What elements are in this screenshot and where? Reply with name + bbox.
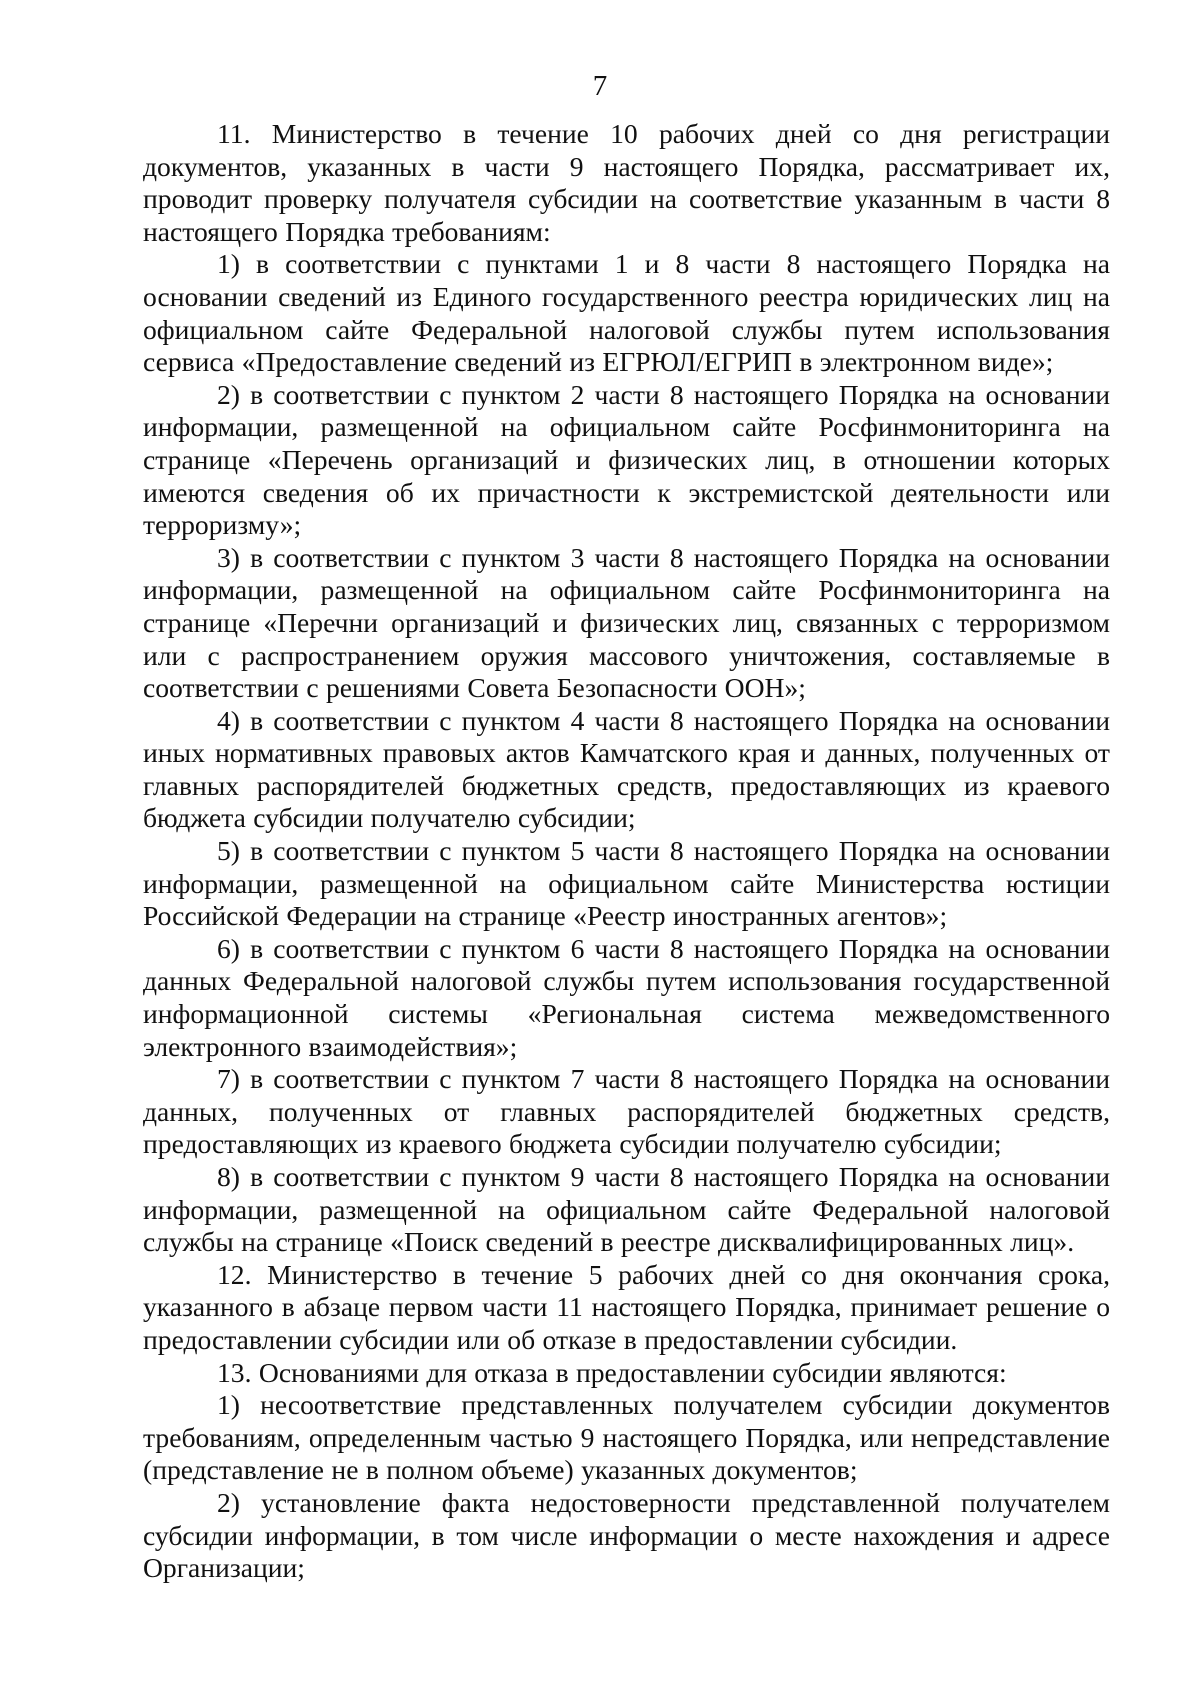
page-number: 7 bbox=[592, 70, 608, 102]
paragraph-11-item-8: 8) в соответствии с пунктом 9 части 8 настоящего Порядка на основании информации, размещенной на официальном сайте Федеральной налоговой службы на странице «Поиск сведений в реестре дисквалифицированных лиц». bbox=[143, 1161, 1110, 1258]
paragraph-12: 12. Министерство в течение 5 рабочих дней со дня окончания срока, указанного в абзаце первом части 11 настоящего Порядка, принимает решение о предоставлении субсидии или об отказе в предоставлении субсидии. bbox=[143, 1258, 1110, 1355]
paragraph-13-item-2: 2) установление факта недостоверности представленной получателем субсидии информации, в том числе информации о месте нахождения и адресе Организации; bbox=[143, 1486, 1110, 1584]
paragraph-13-item-1: 1) несоответствие представленных получателем субсидии документов требованиям, определенным частью 9 настоящего Порядка, или непредставление (представление не в полном объеме) указанных документов; bbox=[143, 1389, 1110, 1486]
paragraph-11-item-6: 6) в соответствии с пунктом 6 части 8 настоящего Порядка на основании данных Федеральной налоговой службы путем использования государственной информационной системы «Региональная система межведомственного электронного взаимодействия»; bbox=[143, 932, 1110, 1062]
paragraph-11-item-2: 2) в соответствии с пунктом 2 части 8 настоящего Порядка на основании информации, размещенной на официальном сайте Росфинмониторинга на странице «Перечень организаций и физических лиц, в отношении которых имеются сведения об их причастности к экстремистской деятельности или терроризму»; bbox=[143, 378, 1110, 541]
paragraph-11-item-1: 1) в соответствии с пунктами 1 и 8 части 8 настоящего Порядка на основании сведений из Единого государственного реестра юридических лиц на официальном сайте Федеральной налоговой службы путем использования сервиса «Предоставление сведений из ЕГРЮЛ/ЕГРИП в электронном виде»; bbox=[143, 248, 1110, 378]
paragraph-11-item-3: 3) в соответствии с пунктом 3 части 8 настоящего Порядка на основании информации, размещенной на официальном сайте Росфинмониторинга на странице «Перечни организаций и физических лиц, связанных с терроризмом или с распространением оружия массового уничтожения, составляемые в соответствии с решениями Совета Безопасности ООН»; bbox=[143, 541, 1110, 704]
paragraph-13: 13. Основаниями для отказа в предоставлении субсидии являются: bbox=[217, 1356, 1007, 1388]
paragraph-11-item-7: 7) в соответствии с пунктом 7 части 8 настоящего Порядка на основании данных, полученных от главных распорядителей бюджетных средств, предоставляющих из краевого бюджета субсидии получателю субсидии; bbox=[143, 1063, 1110, 1160]
paragraph-11-item-4: 4) в соответствии с пунктом 4 части 8 настоящего Порядка на основании иных нормативных правовых актов Камчатского края и данных, полученных от главных распорядителей бюджетных средств, предоставляющих из краевого бюджета субсидии получателю субсидии; bbox=[143, 704, 1110, 834]
document-body bbox=[143, 118, 1110, 1585]
paragraph-11-item-5: 5) в соответствии с пунктом 5 части 8 настоящего Порядка на основании информации, размещенной на официальном сайте Министерства юстиции Российской Федерации на странице «Реестр иностранных агентов»; bbox=[143, 835, 1110, 932]
paragraph-11: 11. Министерство в течение 10 рабочих дней со дня регистрации документов, указанных в части 9 настоящего Порядка, рассматривает их, проводит проверку получателя субсидии на соответствие указанным в части 8 настоящего Порядка требованиям: bbox=[143, 118, 1110, 247]
